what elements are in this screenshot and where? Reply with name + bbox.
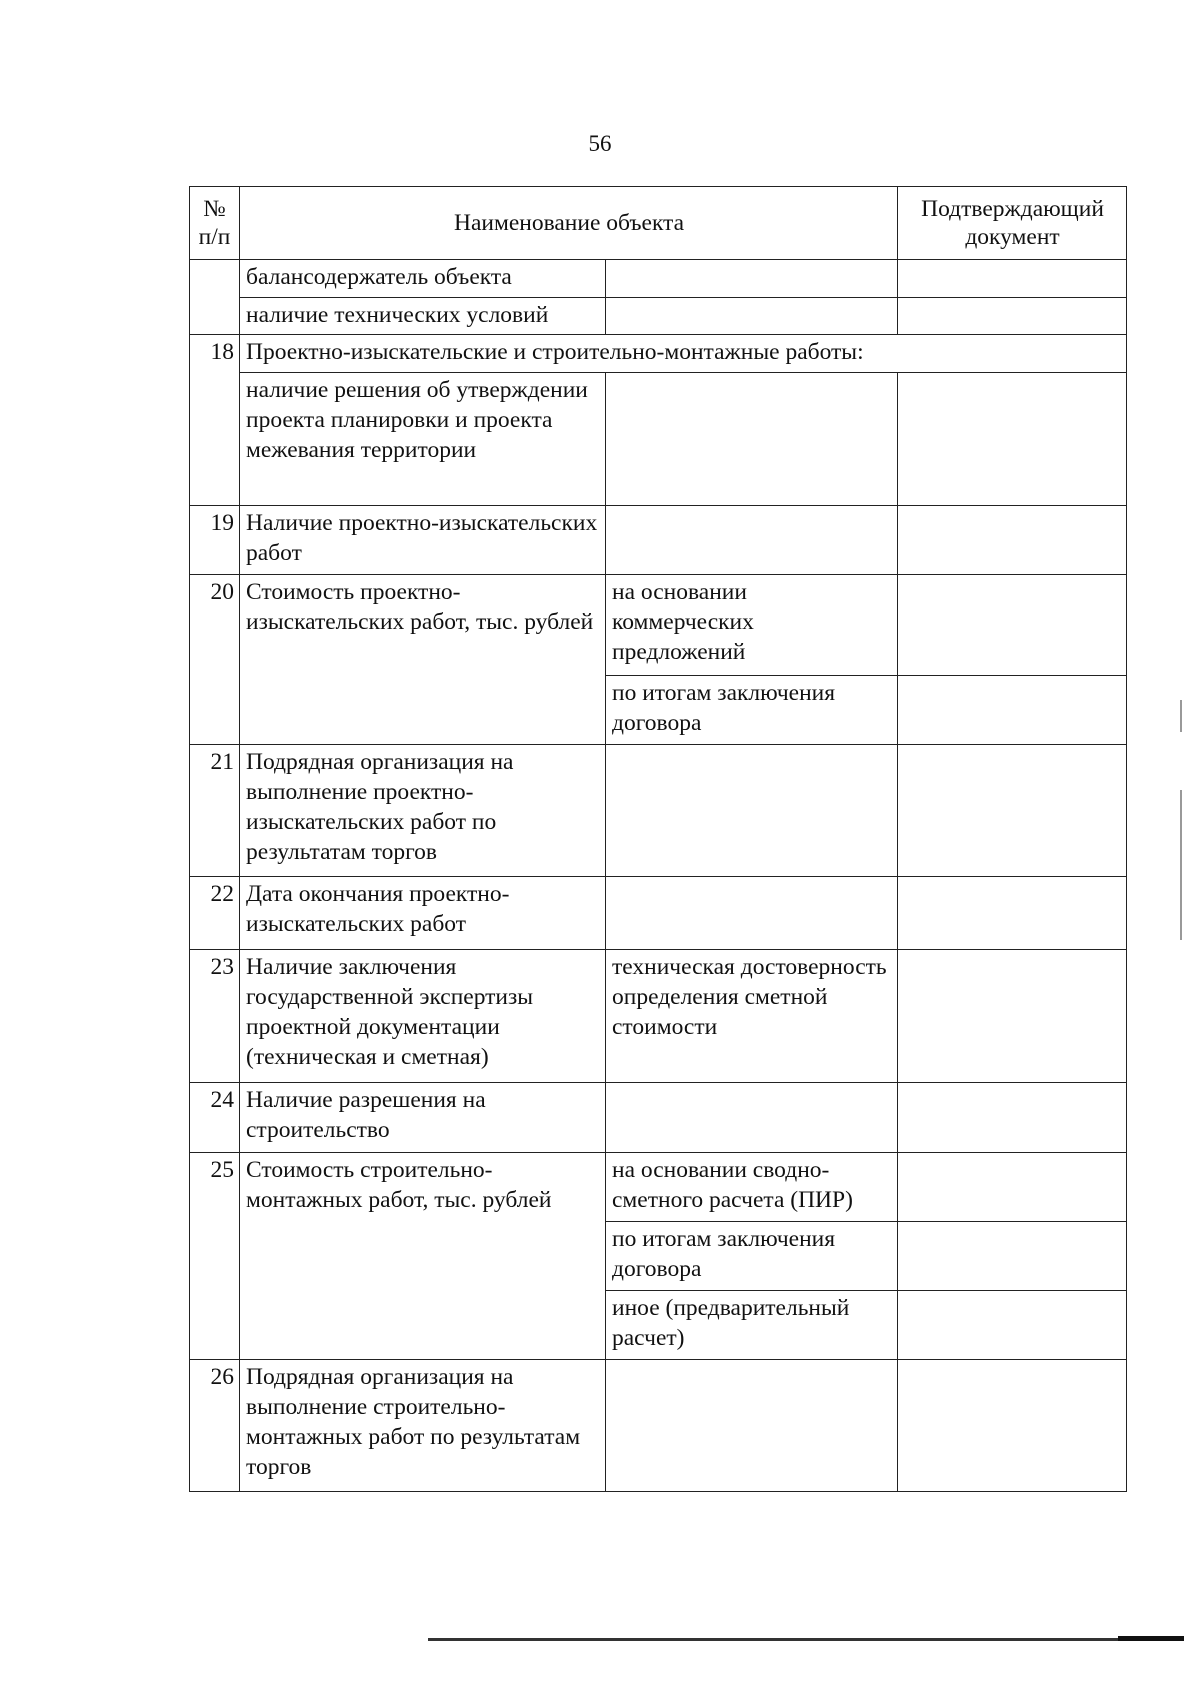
row-value-cell bbox=[606, 877, 898, 950]
row-num: 25 bbox=[190, 1153, 240, 1360]
row-sub: по итогам заключения договора bbox=[606, 1222, 898, 1291]
row-name: Наличие разрешения на строительство bbox=[240, 1083, 606, 1153]
row-value-cell bbox=[606, 260, 898, 298]
row-name: Подрядная организация на выполнение строительно-монтажных работ по результатам торгов bbox=[240, 1360, 606, 1492]
table-row bbox=[190, 1360, 1127, 1492]
row-name: Наличие проектно-изыскательских работ bbox=[240, 506, 606, 575]
header-num: № п/п bbox=[190, 187, 240, 260]
row-num: 24 bbox=[190, 1083, 240, 1153]
row-num: 26 bbox=[190, 1360, 240, 1492]
row-num: 18 bbox=[190, 335, 240, 506]
row-name: Дата окончания проектно-изыскательских работ bbox=[240, 877, 606, 950]
table-row bbox=[190, 877, 1127, 950]
row-name: Стоимость строительно-монтажных работ, тыс. рублей bbox=[240, 1153, 606, 1360]
row-value-cell bbox=[606, 298, 898, 335]
row-num: 22 bbox=[190, 877, 240, 950]
row-name: Подрядная организация на выполнение проектно-изыскательских работ по результатам торгов bbox=[240, 745, 606, 877]
table-row bbox=[190, 373, 1127, 506]
table-row bbox=[190, 506, 1127, 575]
row-sub: наличие технических условий bbox=[240, 298, 606, 335]
row-num: 20 bbox=[190, 575, 240, 745]
table-row bbox=[190, 950, 1127, 1083]
row-section-title: Проектно-изыскательские и строительно-монтажные работы: bbox=[240, 335, 1127, 373]
row-value-cell bbox=[606, 745, 898, 877]
bottom-rule-end bbox=[1118, 1636, 1184, 1641]
row-value-cell bbox=[606, 506, 898, 575]
table-row bbox=[190, 298, 1127, 335]
row-value-cell bbox=[606, 373, 898, 506]
table-row bbox=[190, 260, 1127, 298]
row-value-cell bbox=[606, 1360, 898, 1492]
header-doc: Подтверждающий документ bbox=[898, 187, 1127, 260]
scan-artifact bbox=[1180, 790, 1182, 940]
row-num: 21 bbox=[190, 745, 240, 877]
table-row bbox=[190, 1083, 1127, 1153]
row-doc-cell bbox=[898, 373, 1127, 506]
row-name: Наличие заключения государственной экспертизы проектной документации (техническая и сметная) bbox=[240, 950, 606, 1083]
bottom-rule bbox=[428, 1638, 1184, 1641]
row-doc-cell bbox=[898, 298, 1127, 335]
row-sub: наличие решения об утверждении проекта планировки и проекта межевания территории bbox=[240, 373, 606, 506]
row-num-empty bbox=[190, 260, 240, 335]
row-num: 19 bbox=[190, 506, 240, 575]
row-sub: на основании сводно-сметного расчета (ПИР) bbox=[606, 1153, 898, 1222]
row-doc-cell bbox=[898, 506, 1127, 575]
row-doc-cell bbox=[898, 745, 1127, 877]
row-doc-cell bbox=[898, 676, 1127, 745]
row-name: Стоимость проектно-изыскательских работ, тыс. рублей bbox=[240, 575, 606, 745]
row-sub: по итогам заключения договора bbox=[606, 676, 898, 745]
row-doc-cell bbox=[898, 260, 1127, 298]
scan-artifact bbox=[1180, 700, 1182, 732]
table-row bbox=[190, 1153, 1127, 1222]
table-row bbox=[190, 745, 1127, 877]
row-doc-cell bbox=[898, 950, 1127, 1083]
row-doc-cell bbox=[898, 575, 1127, 676]
row-doc-cell bbox=[898, 1083, 1127, 1153]
objects-table bbox=[189, 186, 1127, 1492]
row-num: 23 bbox=[190, 950, 240, 1083]
table-row bbox=[190, 335, 1127, 373]
row-doc-cell bbox=[898, 1153, 1127, 1222]
row-doc-cell bbox=[898, 1291, 1127, 1360]
row-sub: балансодержатель объекта bbox=[240, 260, 606, 298]
row-doc-cell bbox=[898, 1222, 1127, 1291]
row-doc-cell bbox=[898, 877, 1127, 950]
row-sub: техническая достоверность определения сметной стоимости bbox=[606, 950, 898, 1083]
row-sub: иное (предварительный расчет) bbox=[606, 1291, 898, 1360]
row-value-cell bbox=[606, 1083, 898, 1153]
table-header-row bbox=[190, 187, 1127, 260]
table-row bbox=[190, 575, 1127, 676]
row-sub: на основании коммерческих предложений bbox=[606, 575, 898, 676]
page-number: 56 bbox=[588, 131, 612, 156]
header-name: Наименование объекта bbox=[240, 187, 898, 260]
row-doc-cell bbox=[898, 1360, 1127, 1492]
